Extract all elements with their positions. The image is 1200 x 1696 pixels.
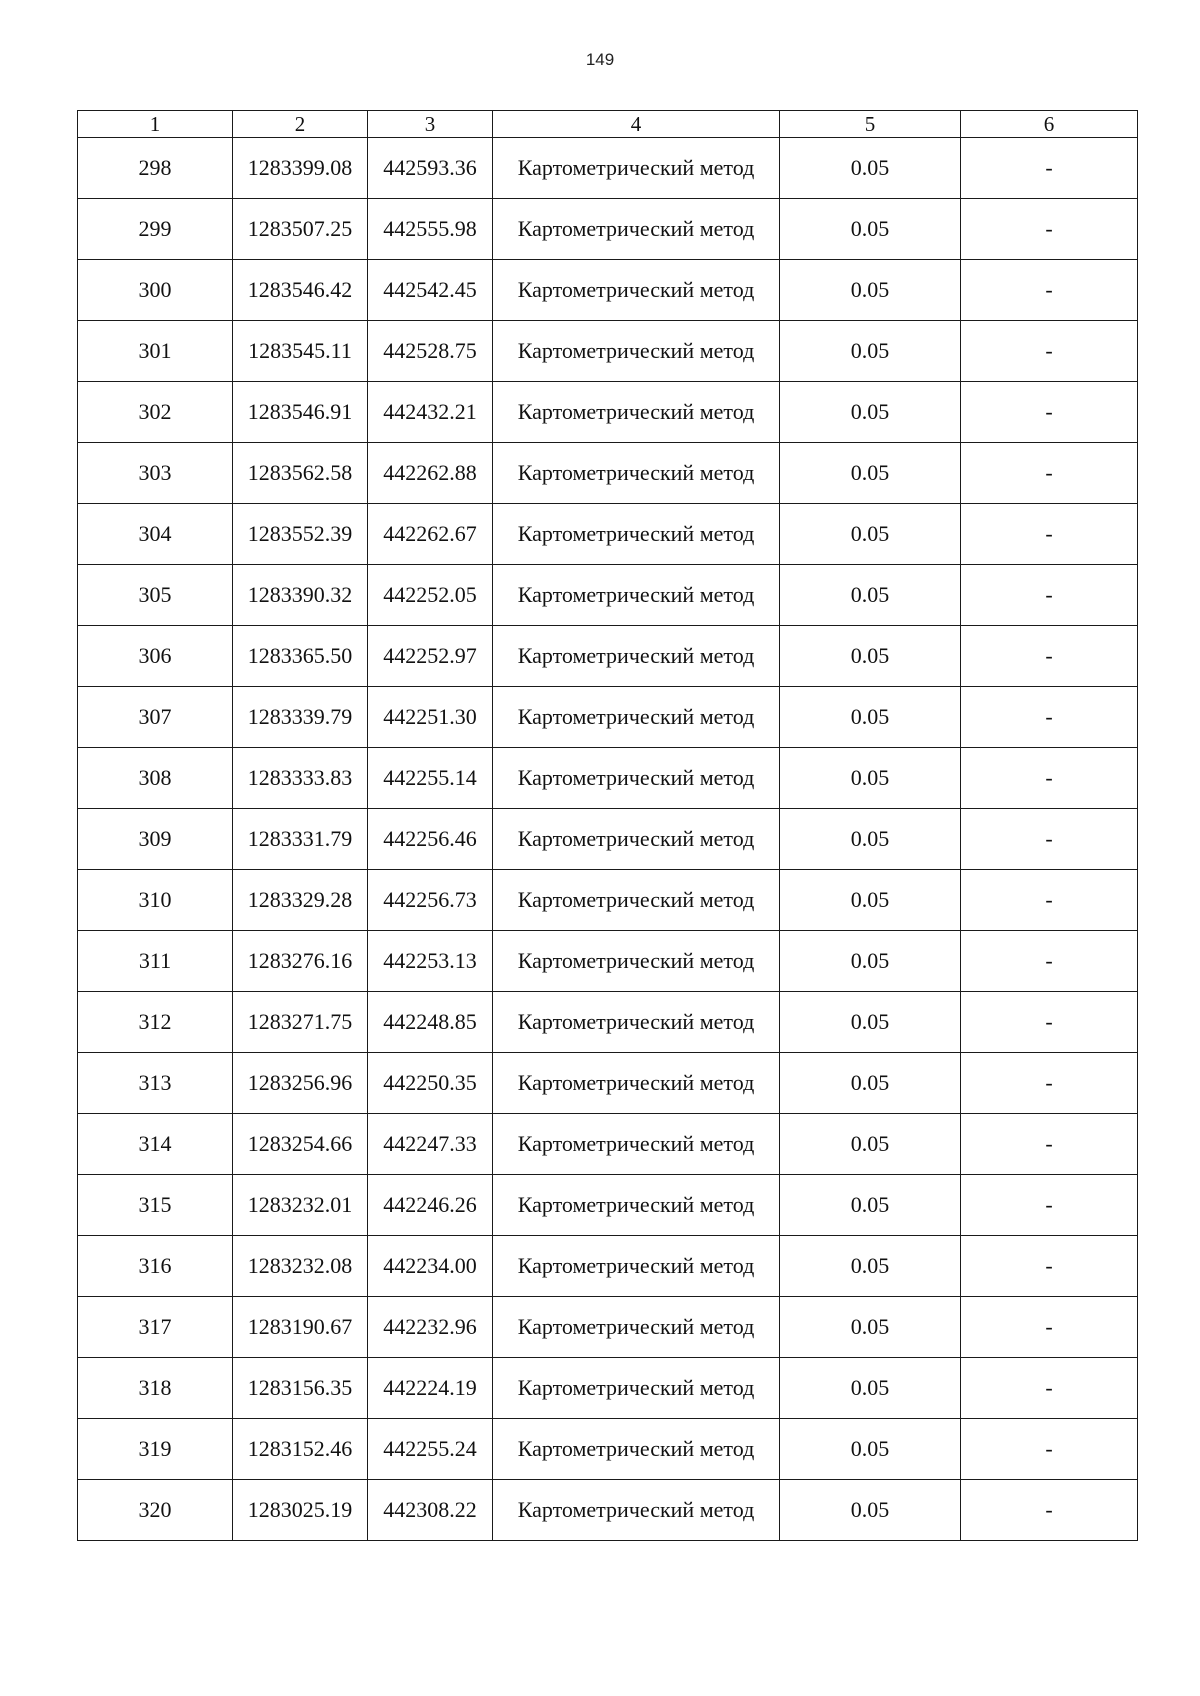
note-cell: - — [961, 1480, 1138, 1541]
method-cell: Картометрический метод — [493, 565, 780, 626]
table-row — [78, 382, 1138, 443]
column-header: 1 — [78, 111, 233, 138]
x-coordinate-cell: 1283254.66 — [233, 1114, 368, 1175]
table-row — [78, 504, 1138, 565]
accuracy-cell: 0.05 — [780, 748, 961, 809]
method-cell: Картометрический метод — [493, 1236, 780, 1297]
point-number-cell: 314 — [78, 1114, 233, 1175]
x-coordinate-cell: 1283329.28 — [233, 870, 368, 931]
point-number-cell: 310 — [78, 870, 233, 931]
method-cell: Картометрический метод — [493, 809, 780, 870]
y-coordinate-cell: 442252.97 — [368, 626, 493, 687]
method-cell: Картометрический метод — [493, 1175, 780, 1236]
note-cell: - — [961, 992, 1138, 1053]
accuracy-cell: 0.05 — [780, 1358, 961, 1419]
x-coordinate-cell: 1283552.39 — [233, 504, 368, 565]
note-cell: - — [961, 199, 1138, 260]
point-number-cell: 298 — [78, 138, 233, 199]
accuracy-cell: 0.05 — [780, 1480, 961, 1541]
x-coordinate-cell: 1283271.75 — [233, 992, 368, 1053]
y-coordinate-cell: 442251.30 — [368, 687, 493, 748]
table-row — [78, 443, 1138, 504]
x-coordinate-cell: 1283256.96 — [233, 1053, 368, 1114]
table-row — [78, 1175, 1138, 1236]
method-cell: Картометрический метод — [493, 1419, 780, 1480]
point-number-cell: 312 — [78, 992, 233, 1053]
method-cell: Картометрический метод — [493, 1053, 780, 1114]
table-row — [78, 1053, 1138, 1114]
y-coordinate-cell: 442528.75 — [368, 321, 493, 382]
column-header: 2 — [233, 111, 368, 138]
x-coordinate-cell: 1283152.46 — [233, 1419, 368, 1480]
table-row — [78, 1114, 1138, 1175]
note-cell: - — [961, 1297, 1138, 1358]
y-coordinate-cell: 442234.00 — [368, 1236, 493, 1297]
accuracy-cell: 0.05 — [780, 1236, 961, 1297]
note-cell: - — [961, 748, 1138, 809]
table-row — [78, 1297, 1138, 1358]
y-coordinate-cell: 442542.45 — [368, 260, 493, 321]
table-row — [78, 992, 1138, 1053]
accuracy-cell: 0.05 — [780, 992, 961, 1053]
table-row — [78, 1236, 1138, 1297]
accuracy-cell: 0.05 — [780, 1053, 961, 1114]
coordinates-table — [77, 110, 1138, 1541]
point-number-cell: 311 — [78, 931, 233, 992]
note-cell: - — [961, 1236, 1138, 1297]
note-cell: - — [961, 443, 1138, 504]
point-number-cell: 299 — [78, 199, 233, 260]
table-row — [78, 199, 1138, 260]
note-cell: - — [961, 260, 1138, 321]
x-coordinate-cell: 1283232.08 — [233, 1236, 368, 1297]
y-coordinate-cell: 442250.35 — [368, 1053, 493, 1114]
x-coordinate-cell: 1283399.08 — [233, 138, 368, 199]
method-cell: Картометрический метод — [493, 1480, 780, 1541]
y-coordinate-cell: 442224.19 — [368, 1358, 493, 1419]
table-body — [78, 138, 1138, 1541]
point-number-cell: 315 — [78, 1175, 233, 1236]
x-coordinate-cell: 1283562.58 — [233, 443, 368, 504]
y-coordinate-cell: 442256.73 — [368, 870, 493, 931]
table-row — [78, 809, 1138, 870]
y-coordinate-cell: 442247.33 — [368, 1114, 493, 1175]
accuracy-cell: 0.05 — [780, 1114, 961, 1175]
accuracy-cell: 0.05 — [780, 809, 961, 870]
note-cell: - — [961, 1358, 1138, 1419]
y-coordinate-cell: 442246.26 — [368, 1175, 493, 1236]
accuracy-cell: 0.05 — [780, 382, 961, 443]
table-row — [78, 870, 1138, 931]
column-header: 4 — [493, 111, 780, 138]
y-coordinate-cell: 442253.13 — [368, 931, 493, 992]
table-row — [78, 1419, 1138, 1480]
accuracy-cell: 0.05 — [780, 504, 961, 565]
table-row — [78, 138, 1138, 199]
method-cell: Картометрический метод — [493, 443, 780, 504]
note-cell: - — [961, 565, 1138, 626]
accuracy-cell: 0.05 — [780, 443, 961, 504]
y-coordinate-cell: 442256.46 — [368, 809, 493, 870]
x-coordinate-cell: 1283025.19 — [233, 1480, 368, 1541]
note-cell: - — [961, 504, 1138, 565]
table-row — [78, 748, 1138, 809]
point-number-cell: 313 — [78, 1053, 233, 1114]
x-coordinate-cell: 1283365.50 — [233, 626, 368, 687]
method-cell: Картометрический метод — [493, 1114, 780, 1175]
note-cell: - — [961, 138, 1138, 199]
note-cell: - — [961, 809, 1138, 870]
point-number-cell: 320 — [78, 1480, 233, 1541]
method-cell: Картометрический метод — [493, 931, 780, 992]
y-coordinate-cell: 442432.21 — [368, 382, 493, 443]
note-cell: - — [961, 1419, 1138, 1480]
x-coordinate-cell: 1283190.67 — [233, 1297, 368, 1358]
accuracy-cell: 0.05 — [780, 1419, 961, 1480]
point-number-cell: 305 — [78, 565, 233, 626]
note-cell: - — [961, 321, 1138, 382]
x-coordinate-cell: 1283331.79 — [233, 809, 368, 870]
accuracy-cell: 0.05 — [780, 931, 961, 992]
point-number-cell: 304 — [78, 504, 233, 565]
accuracy-cell: 0.05 — [780, 870, 961, 931]
note-cell: - — [961, 382, 1138, 443]
accuracy-cell: 0.05 — [780, 138, 961, 199]
x-coordinate-cell: 1283156.35 — [233, 1358, 368, 1419]
x-coordinate-cell: 1283333.83 — [233, 748, 368, 809]
point-number-cell: 318 — [78, 1358, 233, 1419]
accuracy-cell: 0.05 — [780, 687, 961, 748]
x-coordinate-cell: 1283545.11 — [233, 321, 368, 382]
table-row — [78, 1358, 1138, 1419]
page-number: 149 — [585, 50, 615, 69]
method-cell: Картометрический метод — [493, 992, 780, 1053]
x-coordinate-cell: 1283232.01 — [233, 1175, 368, 1236]
y-coordinate-cell: 442248.85 — [368, 992, 493, 1053]
table-row — [78, 321, 1138, 382]
point-number-cell: 319 — [78, 1419, 233, 1480]
table-row — [78, 565, 1138, 626]
note-cell: - — [961, 870, 1138, 931]
y-coordinate-cell: 442255.24 — [368, 1419, 493, 1480]
method-cell: Картометрический метод — [493, 504, 780, 565]
column-header: 3 — [368, 111, 493, 138]
note-cell: - — [961, 931, 1138, 992]
point-number-cell: 308 — [78, 748, 233, 809]
accuracy-cell: 0.05 — [780, 321, 961, 382]
method-cell: Картометрический метод — [493, 748, 780, 809]
method-cell: Картометрический метод — [493, 382, 780, 443]
accuracy-cell: 0.05 — [780, 565, 961, 626]
table-row — [78, 260, 1138, 321]
point-number-cell: 303 — [78, 443, 233, 504]
table-row — [78, 626, 1138, 687]
method-cell: Картометрический метод — [493, 321, 780, 382]
x-coordinate-cell: 1283546.91 — [233, 382, 368, 443]
x-coordinate-cell: 1283546.42 — [233, 260, 368, 321]
accuracy-cell: 0.05 — [780, 626, 961, 687]
y-coordinate-cell: 442262.88 — [368, 443, 493, 504]
point-number-cell: 309 — [78, 809, 233, 870]
column-header: 5 — [780, 111, 961, 138]
table-row — [78, 687, 1138, 748]
accuracy-cell: 0.05 — [780, 1175, 961, 1236]
table-header-row — [78, 111, 1138, 138]
y-coordinate-cell: 442308.22 — [368, 1480, 493, 1541]
accuracy-cell: 0.05 — [780, 260, 961, 321]
method-cell: Картометрический метод — [493, 687, 780, 748]
method-cell: Картометрический метод — [493, 260, 780, 321]
x-coordinate-cell: 1283276.16 — [233, 931, 368, 992]
y-coordinate-cell: 442555.98 — [368, 199, 493, 260]
point-number-cell: 307 — [78, 687, 233, 748]
y-coordinate-cell: 442262.67 — [368, 504, 493, 565]
point-number-cell: 317 — [78, 1297, 233, 1358]
note-cell: - — [961, 626, 1138, 687]
note-cell: - — [961, 1175, 1138, 1236]
point-number-cell: 300 — [78, 260, 233, 321]
method-cell: Картометрический метод — [493, 199, 780, 260]
accuracy-cell: 0.05 — [780, 199, 961, 260]
y-coordinate-cell: 442232.96 — [368, 1297, 493, 1358]
table-row — [78, 1480, 1138, 1541]
x-coordinate-cell: 1283507.25 — [233, 199, 368, 260]
method-cell: Картометрический метод — [493, 870, 780, 931]
note-cell: - — [961, 687, 1138, 748]
point-number-cell: 301 — [78, 321, 233, 382]
point-number-cell: 302 — [78, 382, 233, 443]
method-cell: Картометрический метод — [493, 1297, 780, 1358]
note-cell: - — [961, 1114, 1138, 1175]
x-coordinate-cell: 1283390.32 — [233, 565, 368, 626]
column-header: 6 — [961, 111, 1138, 138]
y-coordinate-cell: 442593.36 — [368, 138, 493, 199]
note-cell: - — [961, 1053, 1138, 1114]
accuracy-cell: 0.05 — [780, 1297, 961, 1358]
method-cell: Картометрический метод — [493, 138, 780, 199]
y-coordinate-cell: 442255.14 — [368, 748, 493, 809]
y-coordinate-cell: 442252.05 — [368, 565, 493, 626]
point-number-cell: 306 — [78, 626, 233, 687]
x-coordinate-cell: 1283339.79 — [233, 687, 368, 748]
method-cell: Картометрический метод — [493, 1358, 780, 1419]
method-cell: Картометрический метод — [493, 626, 780, 687]
table-row — [78, 931, 1138, 992]
point-number-cell: 316 — [78, 1236, 233, 1297]
